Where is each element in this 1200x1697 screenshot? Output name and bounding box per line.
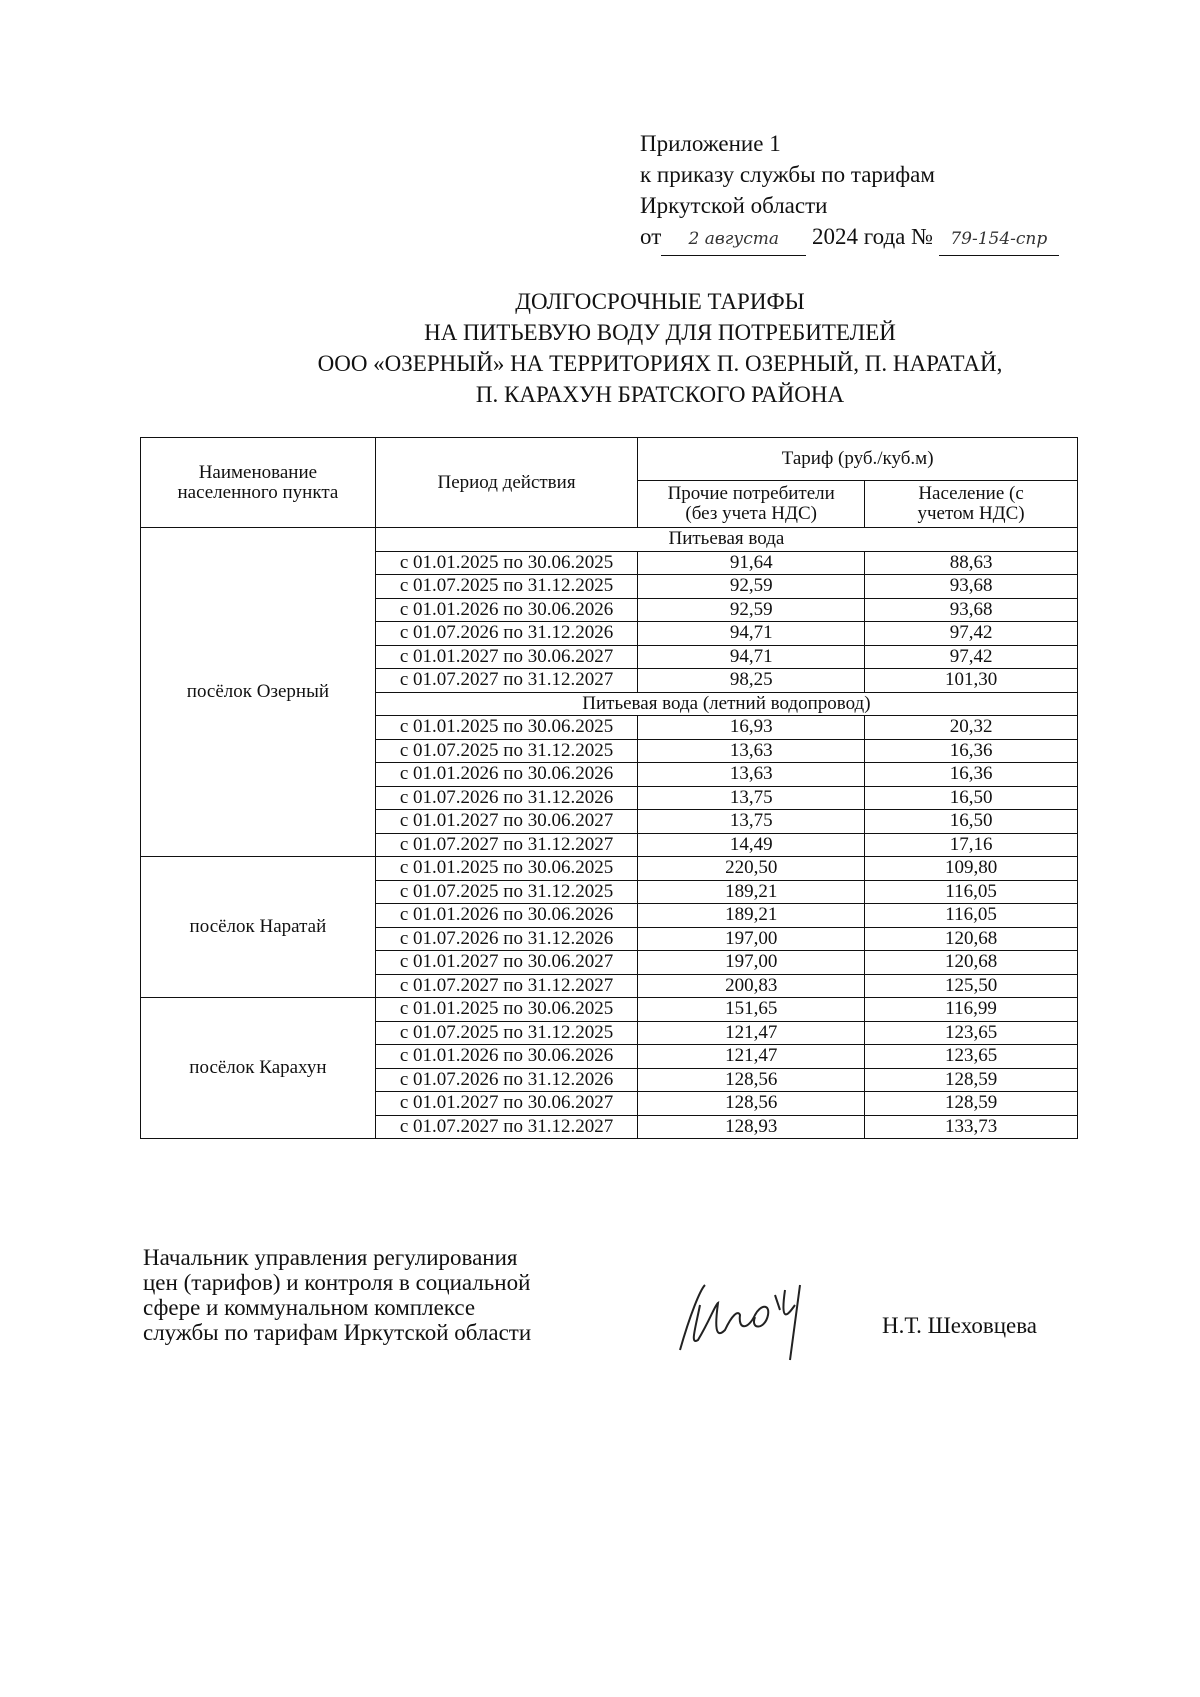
table-body [141, 528, 1078, 1139]
title-line: ДОЛГОСРОЧНЫЕ ТАРИФЫ [515, 289, 805, 314]
other-tariff-cell: 200,83 [638, 974, 865, 998]
other-tariff-cell: 128,56 [638, 1068, 865, 1092]
year-text: 2024 года № [812, 224, 934, 249]
population-tariff-cell: 125,50 [865, 974, 1078, 998]
handwritten-number: 79-154-спр [939, 224, 1059, 256]
settlement-cell: посёлок Карахун [141, 998, 376, 1139]
population-tariff-cell: 16,36 [865, 763, 1078, 787]
period-cell: с 01.01.2027 по 30.06.2027 [375, 810, 637, 834]
population-tariff-cell: 120,68 [865, 927, 1078, 951]
population-tariff-cell: 97,42 [865, 645, 1078, 669]
other-tariff-cell: 220,50 [638, 857, 865, 881]
other-tariff-cell: 13,75 [638, 810, 865, 834]
population-tariff-cell: 88,63 [865, 551, 1078, 575]
period-cell: с 01.07.2027 по 31.12.2027 [375, 669, 637, 693]
period-cell: с 01.01.2026 по 30.06.2026 [375, 904, 637, 928]
document-title [140, 286, 1180, 410]
header-period: Период действия [375, 438, 637, 528]
settlement-cell: посёлок Озерный [141, 528, 376, 857]
period-cell: с 01.07.2027 по 31.12.2027 [375, 974, 637, 998]
other-tariff-cell: 189,21 [638, 904, 865, 928]
period-cell: с 01.01.2025 по 30.06.2025 [375, 551, 637, 575]
population-tariff-cell: 123,65 [865, 1045, 1078, 1069]
population-tariff-cell: 20,32 [865, 716, 1078, 740]
population-tariff-cell: 97,42 [865, 622, 1078, 646]
other-tariff-cell: 128,93 [638, 1115, 865, 1139]
signer-name: Н.Т. Шеховцева [882, 1313, 1037, 1338]
population-tariff-cell: 128,59 [865, 1068, 1078, 1092]
other-tariff-cell: 121,47 [638, 1021, 865, 1045]
table-row [141, 998, 1078, 1022]
other-tariff-cell: 128,56 [638, 1092, 865, 1116]
other-tariff-cell: 13,75 [638, 786, 865, 810]
period-cell: с 01.07.2027 по 31.12.2027 [375, 833, 637, 857]
title-line: ООО «ОЗЕРНЫЙ» НА ТЕРРИТОРИЯХ П. ОЗЕРНЫЙ, П. НАРАТАЙ, [317, 351, 1003, 376]
signature-block [143, 1245, 531, 1345]
header-population: Население (с учетом НДС) [865, 481, 1078, 528]
other-tariff-cell: 98,25 [638, 669, 865, 693]
period-cell: с 01.07.2027 по 31.12.2027 [375, 1115, 637, 1139]
period-cell: с 01.07.2026 по 31.12.2026 [375, 1068, 637, 1092]
other-tariff-cell: 92,59 [638, 575, 865, 599]
header-tariff: Тариф (руб./куб.м) [638, 438, 1078, 481]
date-prefix: от [640, 224, 662, 249]
header-settlement: Наименование населенного пункта [141, 438, 376, 528]
period-cell: с 01.07.2025 по 31.12.2025 [375, 1021, 637, 1045]
period-cell: с 01.01.2026 по 30.06.2026 [375, 1045, 637, 1069]
other-tariff-cell: 91,64 [638, 551, 865, 575]
period-cell: с 01.01.2025 по 30.06.2025 [375, 857, 637, 881]
other-tariff-cell: 13,63 [638, 739, 865, 763]
population-tariff-cell: 116,05 [865, 880, 1078, 904]
section-label: Питьевая вода (летний водопровод) [375, 692, 1077, 716]
population-tariff-cell: 116,05 [865, 904, 1078, 928]
other-tariff-cell: 121,47 [638, 1045, 865, 1069]
period-cell: с 01.01.2027 по 30.06.2027 [375, 645, 637, 669]
position-line: Начальник управления регулирования [143, 1245, 518, 1270]
population-tariff-cell: 16,50 [865, 810, 1078, 834]
population-tariff-cell: 120,68 [865, 951, 1078, 975]
other-tariff-cell: 94,71 [638, 645, 865, 669]
other-tariff-cell: 14,49 [638, 833, 865, 857]
section-label: Питьевая вода [375, 528, 1077, 552]
header-other-consumers: Прочие потребители (без учета НДС) [638, 481, 865, 528]
position-line: службы по тарифам Иркутской области [143, 1320, 532, 1345]
other-tariff-cell: 189,21 [638, 880, 865, 904]
period-cell: с 01.01.2026 по 30.06.2026 [375, 763, 637, 787]
other-tariff-cell: 13,63 [638, 763, 865, 787]
period-cell: с 01.01.2025 по 30.06.2025 [375, 716, 637, 740]
period-cell: с 01.07.2026 по 31.12.2026 [375, 622, 637, 646]
other-tariff-cell: 92,59 [638, 598, 865, 622]
position-line: сфере и коммунальном комплексе [143, 1295, 476, 1320]
population-tariff-cell: 109,80 [865, 857, 1078, 881]
period-cell: с 01.07.2025 по 31.12.2025 [375, 739, 637, 763]
population-tariff-cell: 101,30 [865, 669, 1078, 693]
other-tariff-cell: 197,00 [638, 927, 865, 951]
population-tariff-cell: 133,73 [865, 1115, 1078, 1139]
period-cell: с 01.07.2026 по 31.12.2026 [375, 786, 637, 810]
other-tariff-cell: 94,71 [638, 622, 865, 646]
population-tariff-cell: 123,65 [865, 1021, 1078, 1045]
handwritten-date: 2 августа [661, 224, 806, 256]
population-tariff-cell: 128,59 [865, 1092, 1078, 1116]
population-tariff-cell: 16,50 [865, 786, 1078, 810]
other-tariff-cell: 16,93 [638, 716, 865, 740]
period-cell: с 01.07.2025 по 31.12.2025 [375, 575, 637, 599]
other-tariff-cell: 151,65 [638, 998, 865, 1022]
period-cell: с 01.01.2026 по 30.06.2026 [375, 598, 637, 622]
appendix-date-line [640, 221, 1059, 256]
position-line: цен (тарифов) и контроля в социальной [143, 1270, 531, 1295]
population-tariff-cell: 17,16 [865, 833, 1078, 857]
handwritten-signature [660, 1275, 860, 1365]
appendix-header [640, 128, 1059, 256]
other-tariff-cell: 197,00 [638, 951, 865, 975]
period-cell: с 01.07.2026 по 31.12.2026 [375, 927, 637, 951]
period-cell: с 01.01.2027 по 30.06.2027 [375, 1092, 637, 1116]
title-line: П. КАРАХУН БРАТСКОГО РАЙОНА [475, 382, 845, 407]
appendix-line: Иркутской области [640, 193, 828, 218]
period-cell: с 01.01.2027 по 30.06.2027 [375, 951, 637, 975]
period-cell: с 01.07.2025 по 31.12.2025 [375, 880, 637, 904]
title-line: НА ПИТЬЕВУЮ ВОДУ ДЛЯ ПОТРЕБИТЕЛЕЙ [424, 320, 896, 345]
period-cell: с 01.01.2025 по 30.06.2025 [375, 998, 637, 1022]
population-tariff-cell: 116,99 [865, 998, 1078, 1022]
population-tariff-cell: 16,36 [865, 739, 1078, 763]
appendix-line: Приложение 1 [640, 131, 781, 156]
settlement-cell: посёлок Наратай [141, 857, 376, 998]
section-row [141, 528, 1078, 552]
appendix-line: к приказу службы по тарифам [640, 162, 935, 187]
population-tariff-cell: 93,68 [865, 598, 1078, 622]
population-tariff-cell: 93,68 [865, 575, 1078, 599]
tariff-table [140, 437, 1078, 1139]
table-row [141, 857, 1078, 881]
